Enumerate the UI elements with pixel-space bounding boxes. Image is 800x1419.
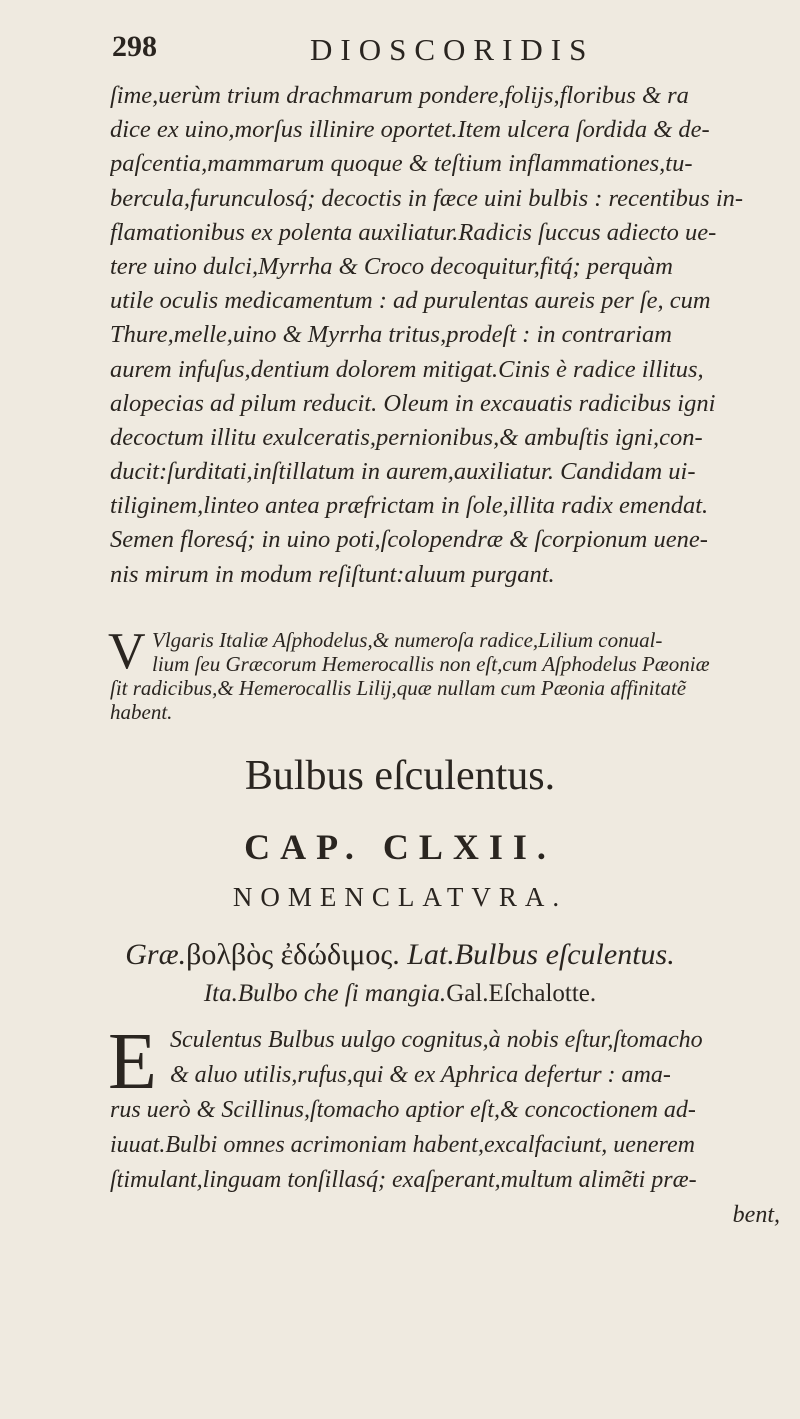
- description-block: [108, 1018, 790, 1238]
- description-line: rus uerò & Scillinus,ſtomacho aptior eſt,& concoctionem ad-: [110, 1098, 696, 1123]
- body-line: Semen floresq́; in uino poti,ſcolopendræ & ſcorpionum uene-: [110, 528, 708, 554]
- gallic-name: Gal.Eſchalotte.: [446, 980, 597, 1007]
- body-line: nis mirum in modum reſiſtunt:aluum purgant.: [110, 562, 555, 588]
- nomenclature-line-1: [0, 938, 800, 980]
- chapter-title: Bulbus eſculentus.: [244, 753, 556, 799]
- body-line: decoctum illitu exulceratis,pernionibus,& ambuſtis igni,con-: [110, 425, 703, 451]
- nomenclature-line-2: [0, 980, 800, 1008]
- chapter-number: CAP. CLXII.: [244, 827, 556, 867]
- description-line: iuuat.Bulbi omnes acrimoniam habent,excalfaciunt, uenerem: [110, 1133, 695, 1158]
- body-line: tere uino dulci,Myrrha & Croco decoquitur,fitq́; perquàm: [110, 254, 673, 280]
- body-line: flamationibus ex polenta auxiliatur.Radicis ſuccus adiecto ue-: [110, 220, 717, 246]
- body-line: bercula,furunculosq́; decoctis in fæce uini bulbis : recentibus in-: [110, 186, 744, 212]
- body-line: aurem infuſus,dentium dolorem mitigat.Cinis è radice illitus,: [110, 357, 704, 383]
- greek-prefix: Græ.: [125, 938, 187, 971]
- body-line: Thure,melle,uino & Myrrha tritus,prodeſt : in contrariam: [110, 323, 672, 349]
- annotation-block: [108, 623, 790, 726]
- annotation-line: habent.: [110, 702, 173, 724]
- body-line: tiliginem,linteo antea præfrictam in ſole,illita radix emendat.: [110, 494, 709, 520]
- annotation-line: Vlgaris Italiæ Aſphodelus,& numeroſa radice,Lilium conual-: [152, 630, 663, 652]
- body-line: alopecias ad pilum reducit. Oleum in excauatis radicibus igni: [110, 391, 716, 417]
- body-line: dice ex uino,morſus illinire oportet.Item ulcera ſordida & de-: [110, 118, 710, 144]
- annotation-dropcap: V: [108, 623, 146, 680]
- description-dropcap: E: [108, 1018, 157, 1106]
- nomenclature-names: [0, 938, 800, 1008]
- body-line: ſime,uerùm trium drachmarum pondere,folijs,floribus & ra: [110, 84, 689, 109]
- description-line: bent,: [732, 1203, 780, 1228]
- body-line: utile oculis medicamentum : ad purulentas aureis per ſe, cum: [110, 289, 711, 315]
- body-text-block: [110, 84, 790, 597]
- running-title: DIOSCORIDIS: [310, 32, 595, 67]
- description-line: Sculentus Bulbus uulgo cognitus,à nobis eſtur,ſtomacho: [170, 1028, 703, 1053]
- description-line: & aluo utilis,rufus,qui & ex Aphrica defertur : ama-: [170, 1063, 671, 1088]
- greek-name: βολβὸς ἐδώδιμος.: [186, 938, 400, 971]
- latin-name: Lat.Bulbus eſculentus.: [407, 938, 675, 971]
- page-number: 298: [112, 30, 157, 63]
- page-header: [0, 30, 800, 70]
- description-line: ſtimulant,linguam tonſillasq́; exaſperant,multum alimẽti præ-: [110, 1168, 697, 1193]
- annotation-line: lium ſeu Græcorum Hemerocallis non eſt,cum Aſphodelus Pæoniæ: [152, 654, 710, 676]
- italian-name: Ita.Bulbo che ſi mangia.: [203, 980, 447, 1007]
- body-line: paſcentia,mammarum quoque & teſtium inflammationes,tu-: [110, 152, 693, 178]
- body-line: ducit:ſurditati,inſtillatum in aurem,auxiliatur. Candidam ui-: [110, 460, 696, 486]
- annotation-line: ſit radicibus,& Hemerocallis Lilij,quæ nullam cum Pæonia affinitatẽ: [110, 678, 687, 700]
- nomenclature-heading: NOMENCLATVRA.: [232, 882, 568, 912]
